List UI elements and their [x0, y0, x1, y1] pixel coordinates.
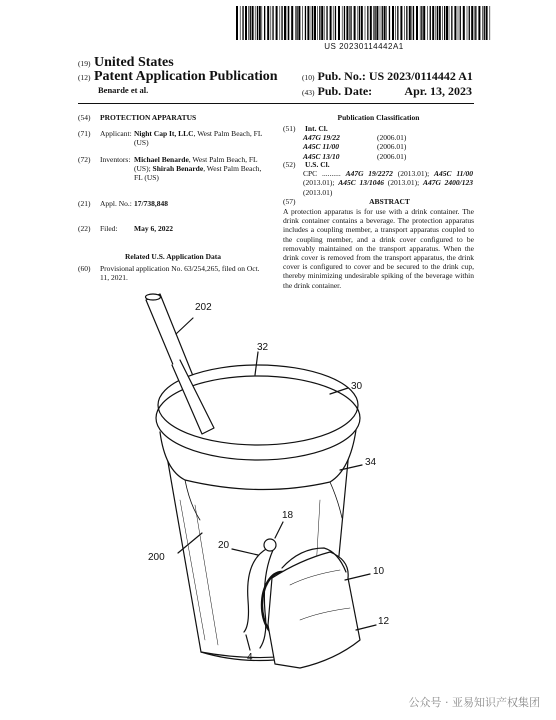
label-10: 10: [373, 566, 385, 577]
pubtype-text: Patent Application Publication: [94, 69, 278, 84]
cpc-code: A47G 2400/123: [422, 178, 473, 188]
inventor1-name: Michael Benarde: [134, 155, 189, 164]
cpc-date: (2013.01);: [303, 178, 339, 188]
pubno-label: Pub. No.:: [317, 69, 366, 83]
clip: [264, 539, 276, 551]
label-32: 32: [257, 342, 269, 353]
intcl-code: A47G 19/22: [303, 133, 340, 143]
country-name: United States: [94, 55, 174, 70]
cpc-label: CPC ..........: [303, 169, 341, 179]
abstract-tag: (57): [283, 197, 296, 206]
inventor2-name: Shirah Benarde: [152, 164, 204, 174]
cpc-code: A47G 19/2272: [345, 169, 393, 179]
abstract-heading: ABSTRACT: [369, 197, 410, 206]
pubdate-value: Apr. 13, 2023: [404, 84, 472, 98]
intcl-date: (2006.01): [377, 133, 407, 143]
leader-202: [176, 318, 193, 334]
title-tag: (54): [78, 113, 91, 122]
applicant-name: Night Cap It, LLC: [134, 129, 194, 138]
invention-title: PROTECTION APPARATUS: [100, 113, 197, 122]
abstract-text: A protection apparatus is for use with a drink container. The drink container contains a beverage. The protection apparatus includes a coupling member, a transport apparatus coupled to the coupling member, and a drink cover configured to be removably maintained on the transport apparatus. When the drink cover is removed from the transport apparatus, the drink cover is configured to cover and be secured to the drink cup, thereby minimizing undesirable spiking of the beverage within the drink container.: [283, 207, 474, 290]
intcl-date: (2006.01): [377, 151, 407, 161]
applicant-tag: (71): [78, 129, 91, 138]
filed-value: May 6, 2022: [134, 224, 173, 233]
inventor1-location: , West Palm Beach, FL (US);: [134, 155, 258, 174]
label-12: 12: [378, 616, 390, 627]
appl-value: 17/738,848: [134, 199, 168, 208]
inventor2-location: , West Palm Beach, FL (US): [134, 164, 262, 183]
prov-text: Provisional application No. 63/254,265, filed on Oct. 11, 2021.: [100, 264, 260, 283]
pubno-tag: (10): [302, 73, 315, 82]
intcl-code: A45C 11/00: [303, 142, 340, 152]
filed-label: Filed:: [100, 224, 118, 233]
intcl-label: Int. Cl.: [305, 124, 328, 133]
label-34: 34: [365, 457, 377, 468]
pubno-value: US 2023/0114442 A1: [368, 69, 473, 83]
pubtype-tag: (12): [78, 73, 91, 82]
applicant-label: Applicant:: [100, 129, 132, 138]
filed-tag: (22): [78, 224, 91, 233]
leader-12: [356, 625, 376, 630]
cpc-code: A45C 13/1046: [338, 178, 385, 188]
inventors-short: Benarde et al.: [98, 85, 149, 95]
inventors-tag: (72): [78, 155, 91, 164]
appl-tag: (21): [78, 199, 91, 208]
classification-heading: Publication Classification: [337, 113, 420, 122]
cpc-date: (2013.01): [303, 187, 333, 197]
cpc-code: A45C 11/00: [434, 169, 473, 179]
watermark: 公众号 · 亚易知识产权集团: [408, 696, 540, 709]
label-30: 30: [351, 381, 363, 392]
inventors-label: Inventors:: [100, 155, 131, 164]
label-18: 18: [282, 510, 294, 521]
cpc-date: (2013.01);: [384, 178, 423, 188]
barcode-number: US 20230114442A1: [324, 42, 404, 51]
pubdate-tag: (43): [302, 88, 315, 97]
applicant-location: , West Palm Beach, FL (US): [134, 129, 263, 148]
prov-tag: (60): [78, 264, 91, 273]
label-202: 202: [195, 302, 212, 313]
intcl-tag: (51): [283, 124, 296, 133]
country-tag: (19): [78, 59, 91, 68]
uscl-label: U.S. Cl.: [305, 160, 330, 169]
straw-top: [146, 294, 161, 300]
intcl-code: A45C 13/10: [303, 151, 340, 161]
label-200: 200: [148, 552, 165, 563]
intcl-date: (2006.01): [377, 142, 407, 152]
uscl-tag: (52): [283, 160, 296, 169]
pubdate-label: Pub. Date:: [317, 84, 373, 98]
label-4: 4: [247, 652, 253, 663]
label-20: 20: [218, 540, 230, 551]
cpc-date: (2013.01);: [392, 169, 434, 179]
related-heading: Related U.S. Application Data: [124, 252, 222, 261]
appl-label: Appl. No.:: [100, 199, 132, 208]
